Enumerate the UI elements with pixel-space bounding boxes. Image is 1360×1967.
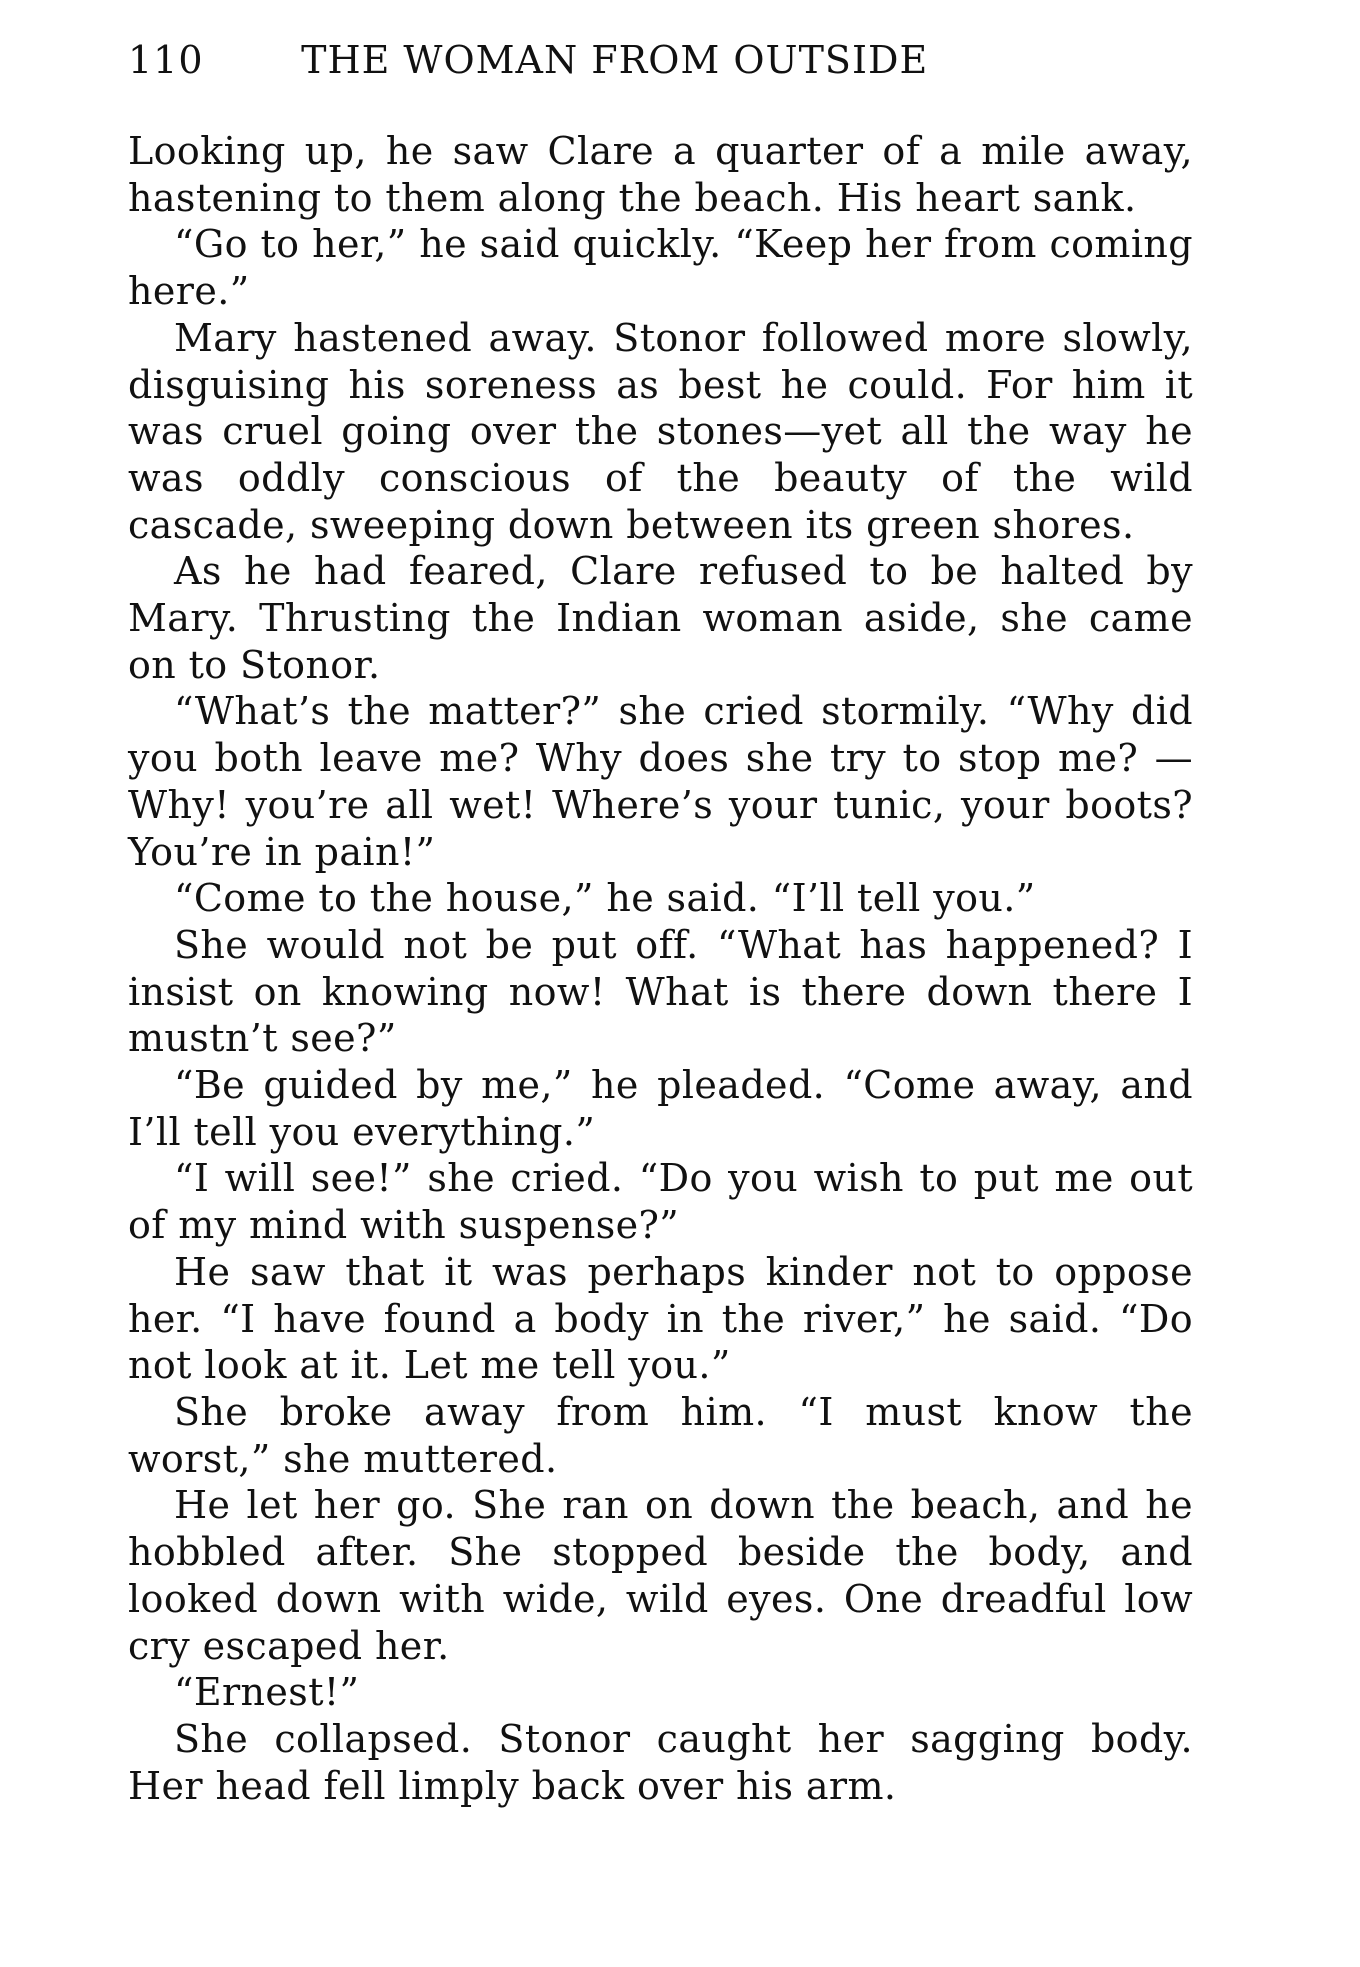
paragraph: She collapsed. Stonor caught her sagging body. Her head fell limply back over his arm. [128, 1716, 1193, 1808]
paragraph: He saw that it was perhaps kinder not to oppose her. “I have found a body in the river,” he said. “Do not look at it. Let me tell you.” [128, 1249, 1193, 1388]
paragraph: Mary hastened away. Stonor followed more slowly, disguising his soreness as best he could. For him it was cruel going over the stones—yet all the way he was oddly conscious of the beauty of the wild cascade, sweeping down between its green shores. [128, 315, 1193, 547]
page-header [128, 32, 1200, 88]
paragraph: He let her go. She ran on down the beach, and he hobbled after. She stopped beside the body, and looked down with wide, wild eyes. One dreadful low cry escaped her. [128, 1483, 1193, 1668]
paragraph: “Come to the house,” he said. “I’ll tell you.” [174, 876, 1036, 921]
paragraph: As he had feared, Clare refused to be halted by Mary. Thrusting the Indian woman aside, she came on to Stonor. [128, 549, 1193, 687]
paragraph: “What’s the matter?” she cried stormily. “Why did you both leave me? Why does she try to stop me? —Why! you’re all wet! Where’s your tunic, your boots? You’re in pain!” [128, 689, 1193, 874]
paragraph: She would not be put off. “What has happened? I insist on knowing now! What is there down there I mustn’t see?” [128, 922, 1193, 1061]
paragraph: “Go to her,” he said quickly. “Keep her from coming here.” [128, 222, 1193, 314]
page-number: 110 [128, 38, 204, 82]
running-title: THE WOMAN FROM OUTSIDE [301, 38, 929, 82]
paragraph: “Be guided by me,” he pleaded. “Come away, and I’ll tell you everything.” [128, 1063, 1193, 1154]
paragraph: Looking up, he saw Clare a quarter of a mile away, hastening to them along the beach. His heart sank. [128, 129, 1193, 220]
paragraph: “I will see!” she cried. “Do you wish to put me out of my mind with suspense?” [128, 1156, 1193, 1248]
paragraph: She broke away from him. “I must know the worst,” she muttered. [128, 1389, 1193, 1481]
body-text [128, 128, 1193, 1809]
paragraph: “Ernest!” [174, 1670, 360, 1715]
